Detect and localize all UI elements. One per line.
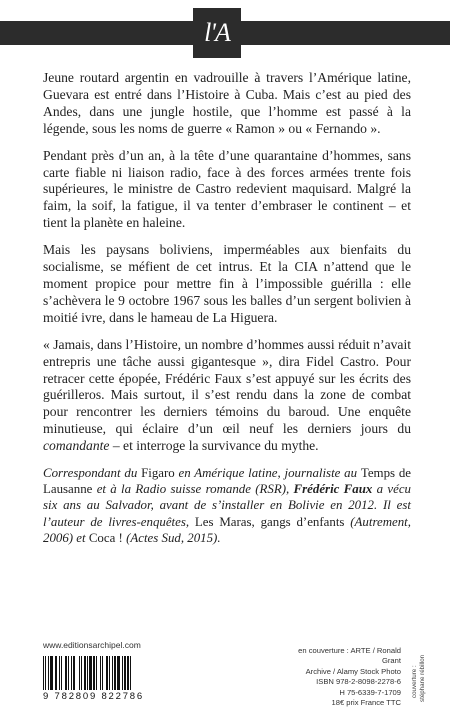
paragraph-2: Pendant près d’un an, à la tête d’une quarantaine d’hommes, sans carte fiable ni liaison radio, face à des forces armées trente fois supérieures, le ministre de Castro redevient maquisard. Malgré la faim, la soif, la fatigue, il va tenter d’embraser le continent – et tient la planète en haleine. bbox=[43, 147, 411, 231]
author-bio bbox=[43, 465, 411, 546]
paragraph-4 bbox=[43, 337, 411, 455]
colophon-line: en couverture : ARTE / Ronald Grant bbox=[298, 646, 401, 666]
bio-part: Correspondant du bbox=[43, 466, 142, 481]
colophon-line: 18€ prix France TTC bbox=[331, 698, 401, 708]
publisher-logo: l'A bbox=[193, 8, 241, 58]
bio-part: Temps de Lausanne bbox=[43, 466, 411, 497]
bio-part: (Autrement, 2006) et bbox=[43, 514, 411, 545]
credit-line: stéphane rébillon bbox=[419, 654, 426, 702]
barcode-digits: 9 782809 822786 bbox=[43, 691, 144, 702]
paragraph-4-tail: – et interroge la survivance du mythe. bbox=[109, 438, 319, 454]
colophon-line: ISBN 978-2-8098-2278-6 bbox=[316, 677, 401, 687]
barcode bbox=[43, 656, 173, 702]
bio-part: Les Maras, gangs d’enfants bbox=[194, 514, 345, 529]
paragraph-1: Jeune routard argentin en vadrouille à travers l’Amérique latine, Guevara est entré dans l’Histoire à Cuba. Mais c’est au pied des Andes, dans une jungle hostile, que l’homme est passé à la légende, sous les noms de guerre « Ramon » ou « Fernando ». bbox=[43, 70, 411, 136]
bio-part: (Actes Sud, 2015). bbox=[122, 530, 221, 545]
bio-part: Figaro bbox=[141, 466, 175, 481]
bio-part: Radio suisse romande (RSR), bbox=[135, 482, 294, 497]
bio-part: Coca ! bbox=[88, 530, 123, 545]
cover-credit bbox=[409, 640, 433, 702]
paragraph-4-italic: comandante bbox=[43, 438, 110, 454]
barcode-bars bbox=[43, 656, 173, 690]
paragraph-4-text: « Jamais, dans l’Histoire, un nombre d’hommes aussi réduit n’avait entrepris une tâche aussi gigantesque », dira Fidel Castro. Pour retracer cette épopée, Frédéric Faux s’est appuyé sur les écrits des guérilleros. Mais surtout, il s’est rendu dans la zone de combat pour rencontrer les derniers témoins du baroud. Une enquête minutieuse, qui éclaire d’un œil neuf les derniers jours du bbox=[43, 336, 411, 437]
bio-author-name: Frédéric Faux bbox=[293, 482, 373, 497]
bio-part: et à la bbox=[92, 482, 136, 497]
colophon-line: Archive / Alamy Stock Photo bbox=[305, 666, 401, 676]
credit-line: couverture : bbox=[411, 665, 418, 698]
bio-part: en Amérique latine, journaliste au bbox=[174, 466, 361, 481]
barcode-bar bbox=[131, 656, 132, 690]
publisher-website: www.editionsarchipel.com bbox=[43, 640, 141, 650]
paragraph-3: Mais les paysans boliviens, imperméables aux bienfaits du socialisme, se méfient de cet intrus. Et la CIA n’attend que le moment propice pour mettre fin à l’impossible guérilla : elle s’achèvera le 9 octobre 1967 sous les balles d’un sergent bolivien à moitié ivre, dans le hameau de La Higuera. bbox=[43, 242, 411, 325]
colophon bbox=[283, 646, 401, 708]
colophon-line: H 75-6339-7-1709 bbox=[339, 687, 401, 697]
back-cover-text bbox=[43, 70, 411, 559]
bio-part: a vécu six ans au Salvador, avant de s’installer en Bolivie en 2012. Il est l’auteur de livres-enquêtes, bbox=[43, 482, 411, 529]
